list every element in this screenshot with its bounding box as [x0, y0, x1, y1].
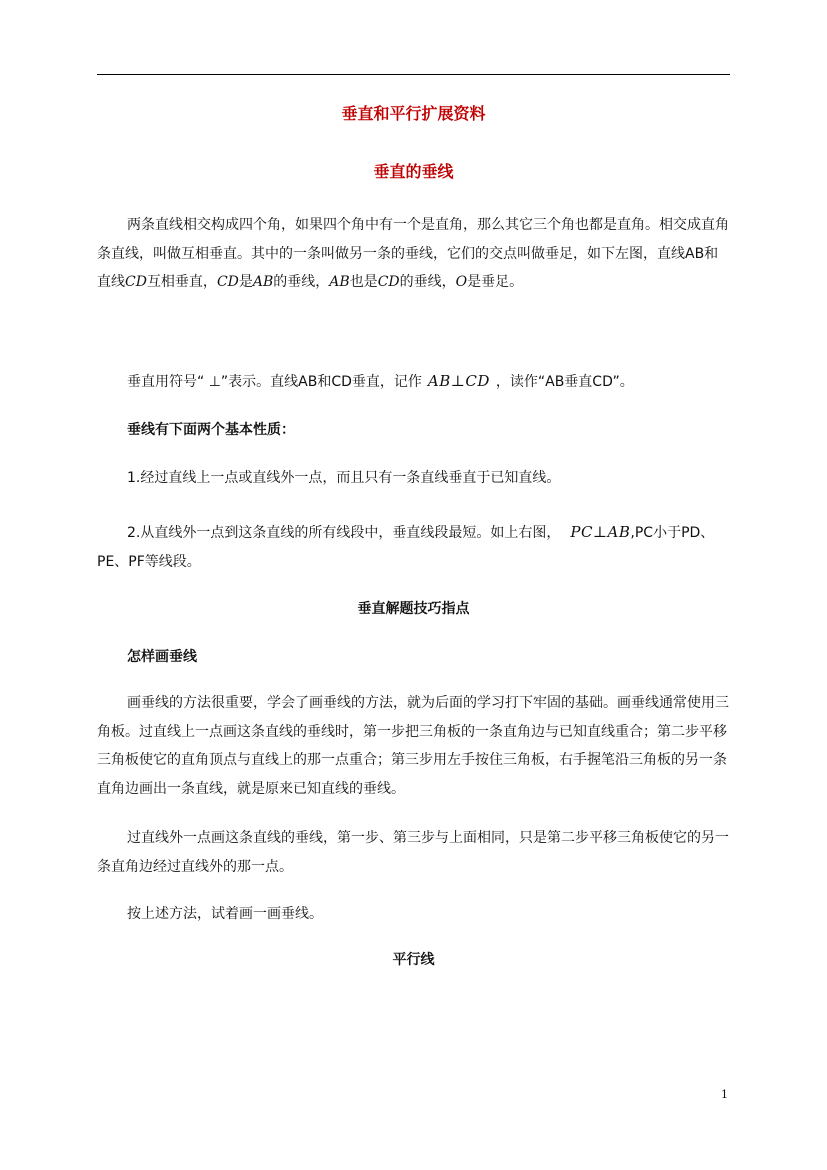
section-heading-tips: 垂直解题技巧指点 [357, 601, 470, 617]
header-rule [97, 74, 730, 75]
sub-heading-how-to-draw: 怎样画垂线 [127, 649, 197, 665]
paragraph-try: 按上述方法，试着画一画垂线。 [127, 906, 323, 922]
property-1: 1.经过直线上一点或直线外一点，而且只有一条直线垂直于已知直线。 [127, 470, 561, 486]
properties-heading: 垂线有下面两个基本性质： [127, 422, 295, 438]
paragraph-outside-point: 过直线外一点画这条直线的垂线，第一步、第三步与上面相同，只是第二步平移三角板使它的另一条直角边经过直线外的那一点。 [97, 830, 729, 875]
section-heading-parallel: 平行线 [392, 952, 435, 968]
document-title: 垂直和平行扩展资料 [341, 104, 486, 123]
section-heading-perpendicular: 垂直的垂线 [373, 162, 454, 181]
paragraph-drawing-method: 画垂线的方法很重要，学会了画垂线的方法，就为后面的学习打下牢固的基础。画垂线通常使用三角板。过直线上一点画这条直线的垂线时，第一步把三角板的一条直角边与已知直线重合；第二步平移三角板使它的直角顶点与直线上的那一点重合；第三步用左手按住三角板，右手握笔沿三角板的另一条直角边画出一条直线，就是原来已知直线的垂线。 [97, 695, 729, 797]
property-2: 2.从直线外一点到这条直线的所有线段中，垂直线段最短。如上右图， PC⊥AB,PC小于PD、PE、PF等线段。 [97, 523, 715, 570]
paragraph-definition: 两条直线相交构成四个角，如果四个角中有一个是直角，那么其它三个角也都是直角。相交成直角条直线，叫做互相垂直。其中的一条叫做另一条的垂线，它们的交点叫做垂足，如下左图，直线AB和直线CD互相垂直，CD是AB的垂线，AB也是CD的垂线，O是垂足。 [97, 217, 729, 290]
math-pc-perp-ab: PC⊥AB [570, 523, 631, 541]
page-number: 1 [721, 1088, 728, 1101]
paragraph-symbol: 垂直用符号“ ⊥”表示。直线AB和CD垂直，记作 AB⊥CD ，读作“AB垂直CD”。 [127, 372, 634, 390]
math-ab-perp-cd: AB⊥CD [427, 372, 490, 390]
